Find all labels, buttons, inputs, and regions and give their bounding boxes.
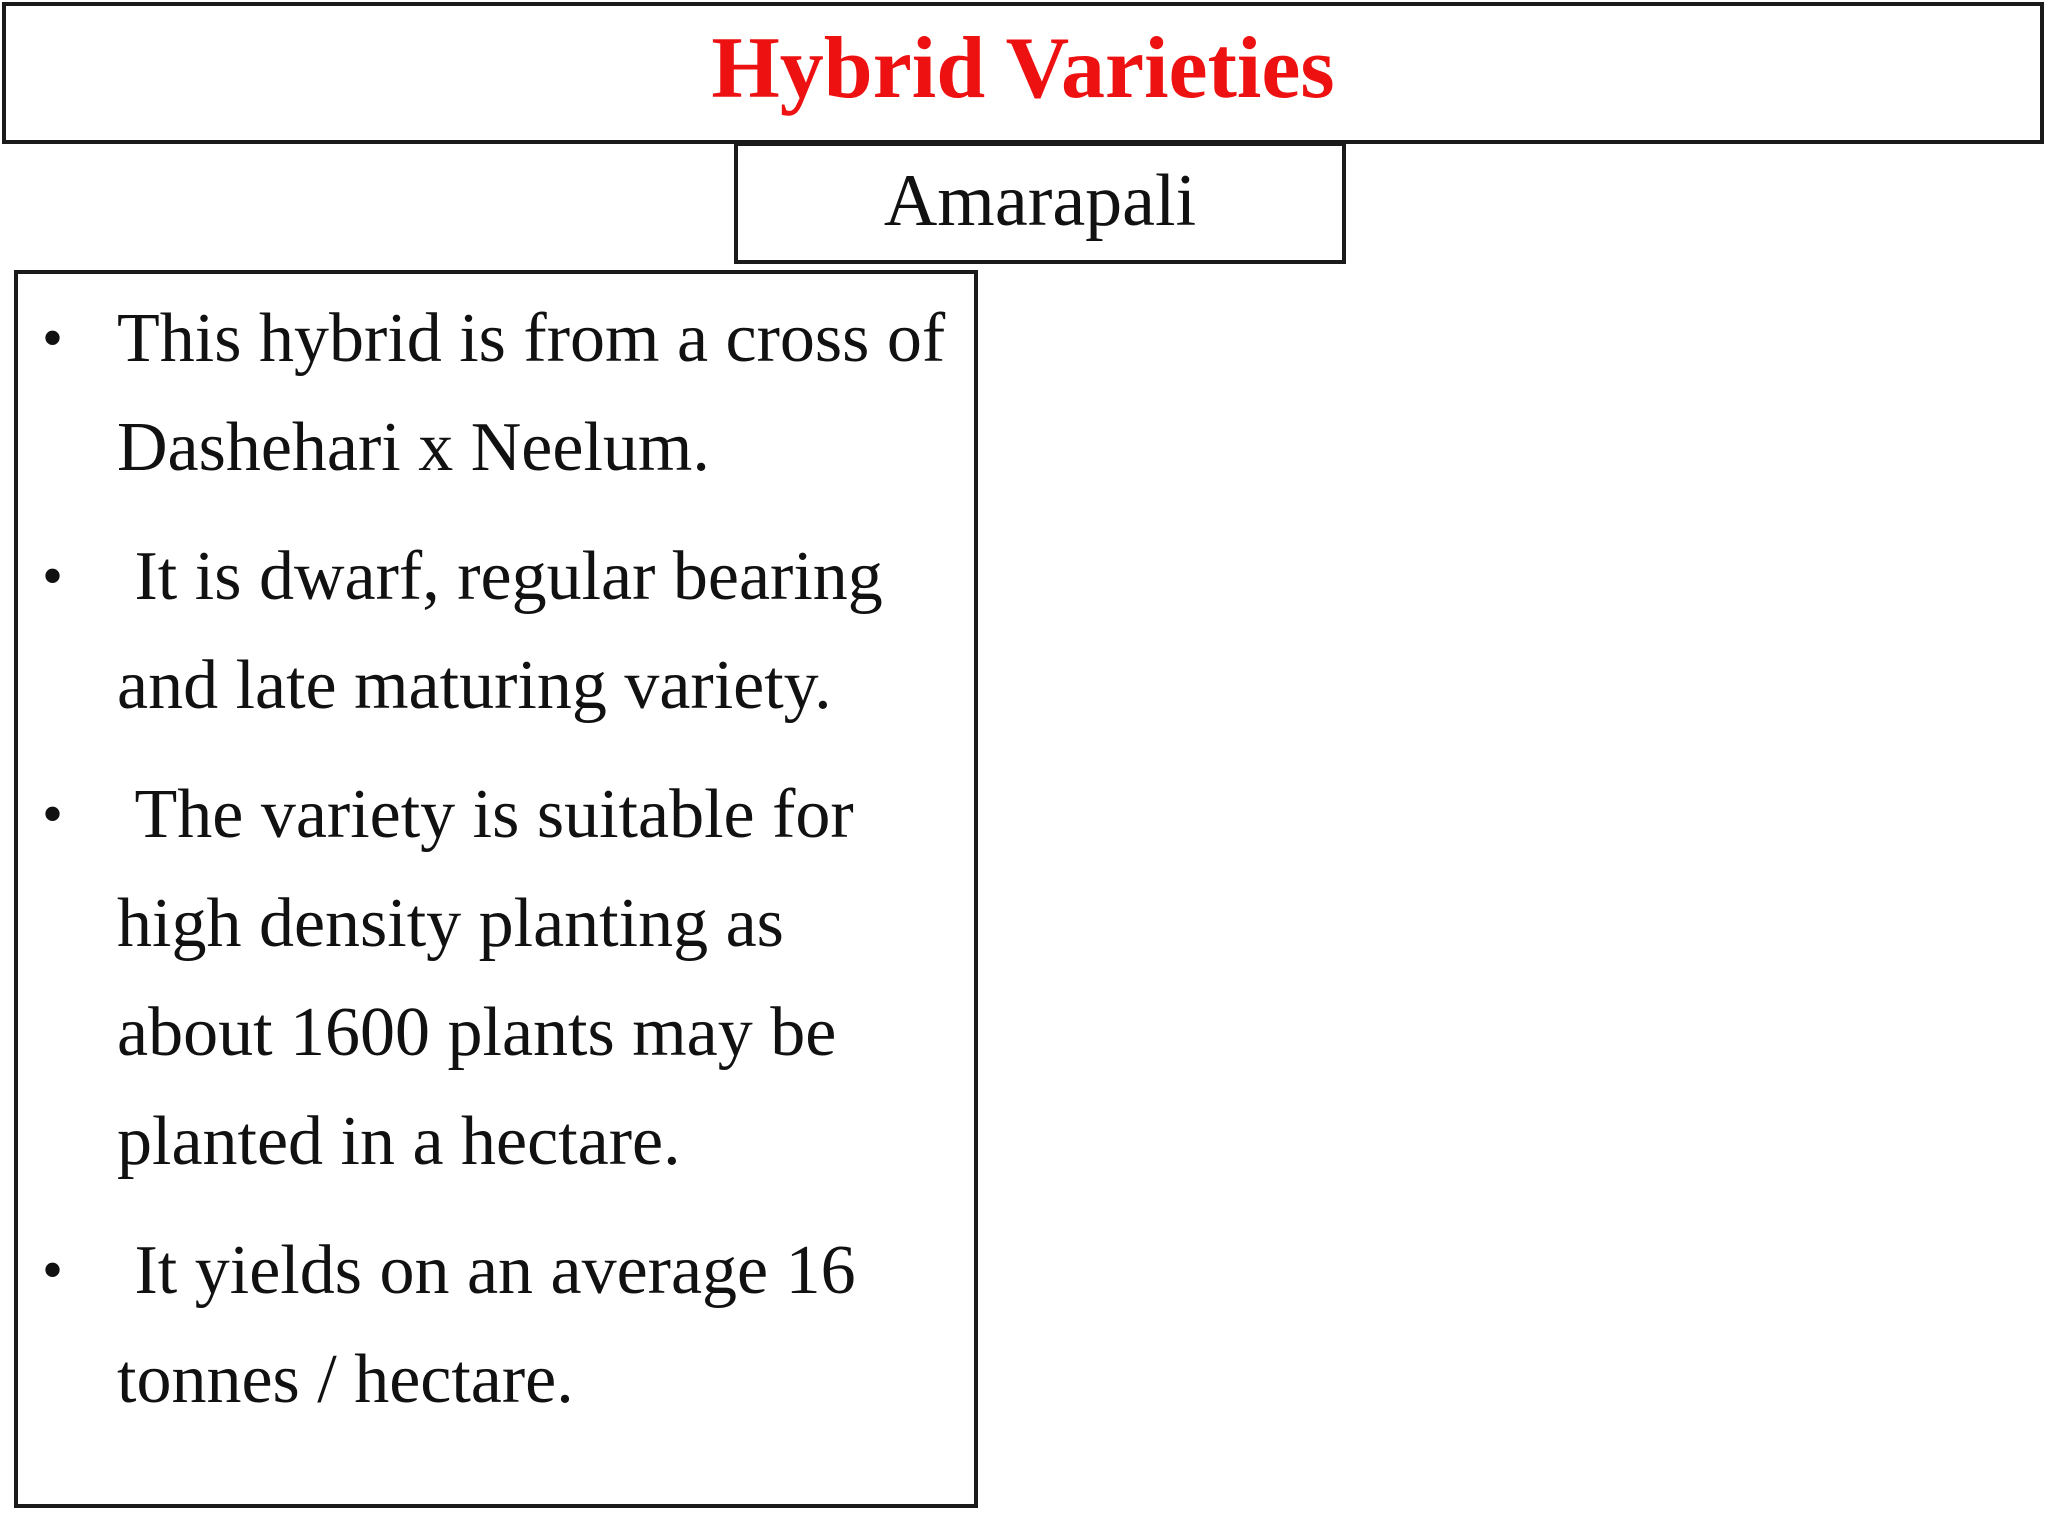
slide-title: Hybrid Varieties (711, 20, 1335, 117)
subtitle-banner (734, 142, 1346, 264)
bullet-item (18, 284, 974, 502)
bullet-item (18, 522, 974, 740)
bullet-text: The variety is suitable for high density planting as about 1600 plants may be planted in a hectare. (117, 776, 872, 1180)
title-banner (2, 2, 2044, 144)
bullet-item (18, 760, 974, 1196)
bullet-panel (14, 270, 978, 1508)
bullet-dot-icon: • (42, 781, 64, 847)
bullet-list (18, 284, 974, 1454)
slide-subtitle: Amarapali (883, 160, 1197, 242)
bullet-dot-icon: • (42, 543, 64, 609)
bullet-text: It is dwarf, regular bearing and late maturing variety. (117, 538, 901, 724)
bullet-dot-icon: • (42, 1237, 64, 1303)
bullet-item (18, 1216, 974, 1434)
bullet-text: This hybrid is from a cross of Dashehari x Neelum. (117, 300, 963, 486)
bullet-text: It yields on an average 16 tonnes / hectare. (117, 1232, 874, 1418)
bullet-dot-icon: • (42, 305, 64, 371)
